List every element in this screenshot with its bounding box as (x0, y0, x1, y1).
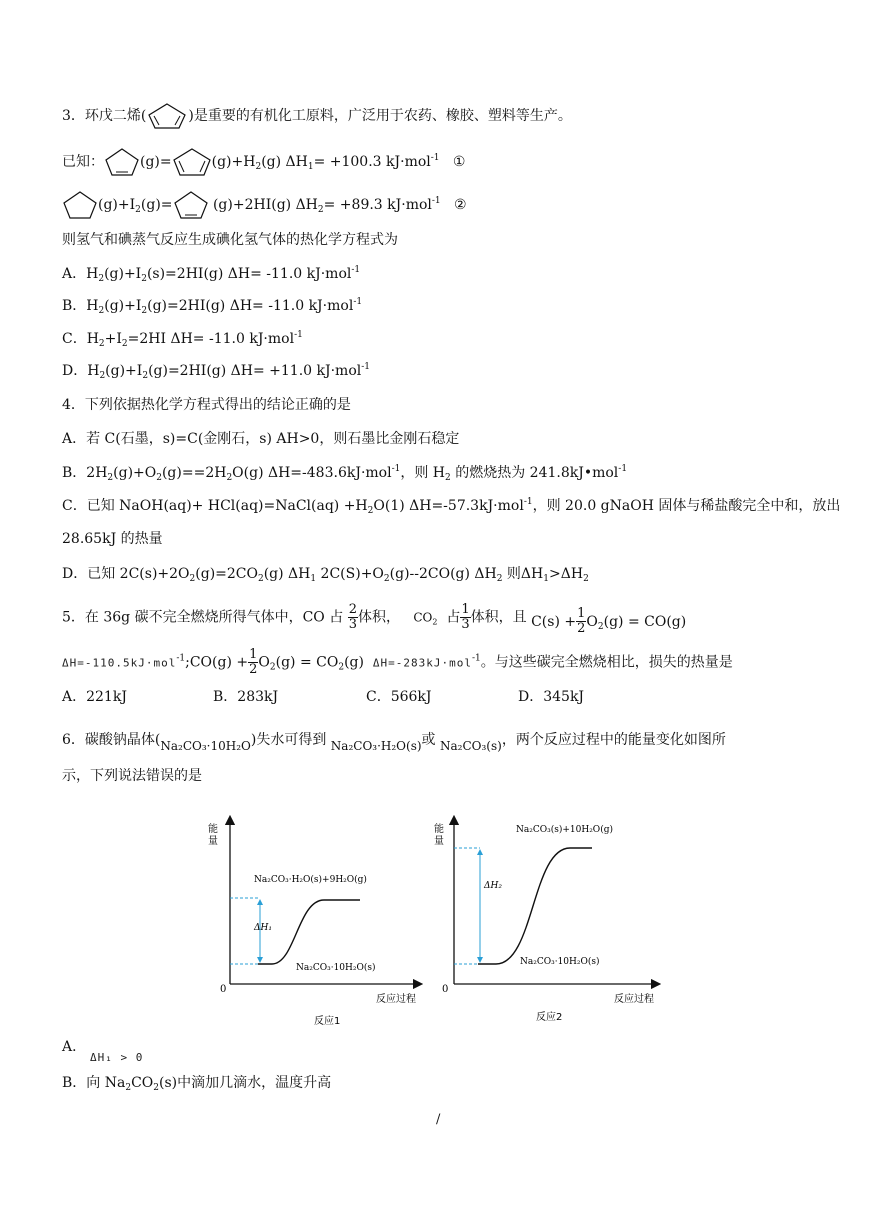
diagram2-dh-label: ΔH₂ (484, 881, 502, 891)
q4-option-c-line2: 28.65kJ 的热量 (62, 531, 163, 547)
page-footer: / (436, 1112, 441, 1127)
q4-option-b[interactable]: B．$2H_2(g)+O_2(g)==2H_2O(g)$ ΔH=-483.6kJ·mol$^{-1}$，则 $H_2$ 的燃烧热为 241.8kJ•mol$^{-1}$ (62, 464, 628, 483)
cyclopentene-icon (104, 147, 140, 177)
q3-option-d[interactable]: D．$H_2(g)+I_2(g)=2HI(g)$ ΔH= +11.0 kJ·mol$^{-1}$ (62, 362, 371, 381)
q3-option-b[interactable]: B．$H_2(g)+I_2(g)=2HI(g)$ ΔH= -11.0 kJ·mol$^{-1}$ (62, 297, 363, 316)
q3-title: 3．环戊二烯( )是重要的有机化工原料，广泛用于农药、橡胶、塑料等生产。 (62, 102, 572, 130)
diagram1-ylabel: 能 (208, 824, 218, 835)
diagram1-dh-label: ΔH₁ (254, 923, 272, 933)
q5-option-c[interactable]: C．566kJ (366, 689, 432, 705)
q6-line1: 6．碳酸钠晶体(Na₂CO₃·10H₂O)失水可得到 Na₂CO₃·H₂O(s)或 Na₂CO₃(s)，两个反应过程中的能量变化如图所 (62, 732, 726, 753)
diagram2-ylabel-2: 量 (434, 836, 444, 847)
q6-option-a-formula: ΔH₁ > 0 (90, 1051, 144, 1064)
energy-diagram-reaction-1 (200, 812, 430, 1032)
fraction-half: $\frac{1}{2}$ (577, 606, 586, 636)
q5-line2: ΔH=-110.5kJ·mol$^{-1}$;CO(g) + $\frac{1}{2}$ $O_2(g) = CO_2(g)$ ΔH=-283kJ·mol$^{-1}$。与这些碳完全燃烧相比，损失的热量是 (62, 647, 733, 677)
q3-reaction-1: 已知： $(g)= (g)+H_2(g)$ $\Delta H_1= +100.3$ kJ·mol$^{-1}$ ① (62, 147, 465, 177)
diagram2-top-label: Na₂CO₃(s)+10H₂O(g) (516, 825, 613, 835)
q4-option-a[interactable]: A．若 C(石墨，s)=C(金刚石，s) AH>0，则石墨比金刚石稳定 (62, 431, 460, 447)
diagram2-ylabel: 能 (434, 824, 444, 835)
fraction-two-thirds: $\frac{2}{3}$ (348, 602, 357, 632)
q6-option-a[interactable]: A． (62, 1039, 87, 1055)
q4-option-c-line1[interactable]: C．已知 NaOH(aq)+ HCl(aq)=NaCl(aq) $+H_2O(1)$ ΔH=-57.3kJ·mol$^{-1}$，则 20.0 gNaOH 固体与稀盐酸完全中和，放出 (62, 497, 841, 516)
q3-option-c[interactable]: C．$H_2+I_2=2HI$ ΔH= -11.0 kJ·mol$^{-1}$ (62, 330, 303, 349)
diagram1-xlabel: 反应过程 (376, 994, 416, 1005)
diagram2-xlabel: 反应过程 (614, 994, 654, 1005)
q5-option-a[interactable]: A．221kJ (62, 689, 127, 705)
q6-option-b[interactable]: B．向 $Na_2CO_2(s)$中滴加几滴水，温度升高 (62, 1075, 332, 1093)
energy-diagram-reaction-2 (424, 812, 664, 1032)
diagram2-origin: 0 (442, 984, 449, 995)
diagram2-caption: 反应2 (536, 1012, 563, 1023)
diagram1-origin: 0 (220, 984, 227, 995)
cyclopentane-icon (62, 190, 98, 220)
q3-stem: 则氢气和碘蒸气反应生成碘化氢气体的热化学方程式为 (62, 232, 398, 248)
cyclopentene-icon (173, 190, 209, 220)
diagram1-caption: 反应1 (314, 1016, 341, 1027)
diagram1-bottom-label: Na₂CO₃·10H₂O(s) (296, 963, 376, 973)
q6-line2: 示，下列说法错误的是 (62, 768, 202, 784)
diagram1-top-label: Na₂CO₃·H₂O(s)+9H₂O(g) (254, 875, 367, 885)
cyclopentadiene-icon (146, 102, 188, 130)
fraction-one-third: $\frac{1}{3}$ (461, 602, 470, 632)
q5-line1: 5．在 36g 碳不完全燃烧所得气体中，CO 占 $\frac{2}{3}$ 体积， $CO_2$ 占 $\frac{1}{3}$ 体积，且 C(s) + $\frac{1}{2}$ $O_2(g) = CO(g)$ (62, 602, 687, 636)
diagram2-bottom-label: Na₂CO₃·10H₂O(s) (520, 957, 600, 967)
q4-option-d[interactable]: D．已知 $2C(s)+2O_2(g)=2CO_2(g)$ $\Delta H_1$ $2C(S)+O_2(g)--2CO(g)$ $\Delta H_2$ 则$\Delta H_1>\Delta H_2$ (62, 566, 589, 584)
q5-option-b[interactable]: B．283kJ (213, 689, 279, 705)
q3-option-a[interactable]: A．$H_2(g)+I_2(s)=2HI(g)$ ΔH= -11.0 kJ·mol$^{-1}$ (62, 265, 361, 284)
q4-title: 4．下列依据热化学方程式得出的结论正确的是 (62, 397, 351, 413)
fraction-half: $\frac{1}{2}$ (249, 647, 258, 677)
cyclopentadiene-icon (172, 147, 212, 177)
q3-reaction-2: $(g)+I_2(g)= (g)+2HI(g)$ $\Delta H_2= +89.3$ kJ·mol$^{-1}$ ② (62, 190, 467, 220)
diagram1-ylabel-2: 量 (208, 836, 218, 847)
q5-option-d[interactable]: D．345kJ (518, 689, 585, 705)
